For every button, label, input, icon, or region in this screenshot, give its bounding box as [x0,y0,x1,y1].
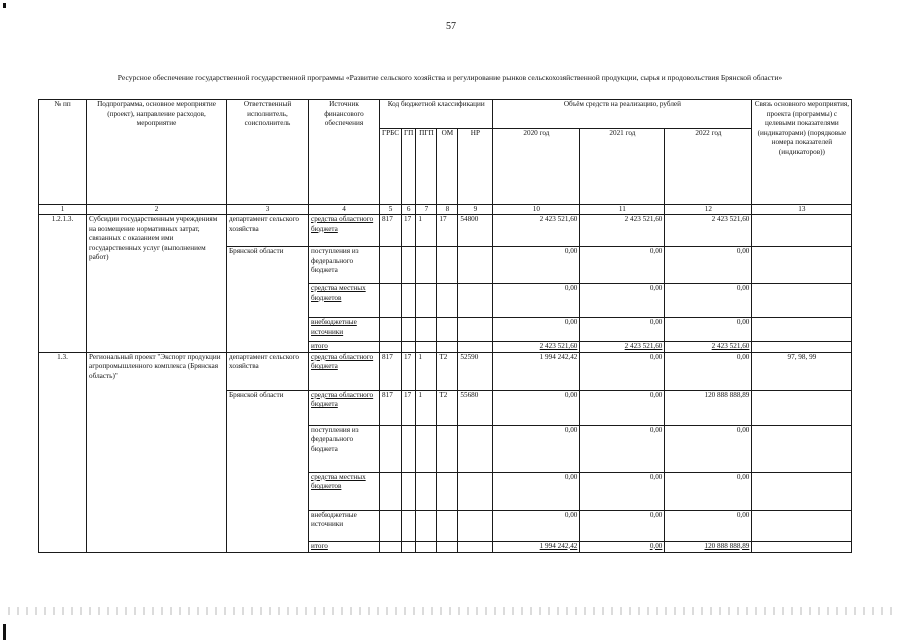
column-number: 3 [227,205,309,215]
measure-name: Субсидии государственным учреждениям на возмещение нормативных затрат, связанных с оказанием ими государственных услуг (выполнением работ) [87,215,227,353]
amount-2022: 2 423 521,60 [665,215,752,247]
gp-cell: 17 [402,352,416,390]
grbs-cell [380,318,402,342]
column-number: 11 [580,205,665,215]
link-cell [752,425,852,472]
grbs-cell [380,247,402,284]
gp-cell: 17 [402,390,416,425]
np-cell [458,425,493,472]
amount-2022: 0,00 [665,472,752,510]
total-2020: 1 994 242,42 [493,541,580,552]
om-cell [437,318,458,342]
pgp-cell: 1 [416,390,437,425]
gp-cell [402,510,416,541]
grbs-cell [380,541,402,552]
column-number: 13 [752,205,852,215]
header-2021: 2021 год [580,129,665,205]
gp-cell [402,425,416,472]
amount-2022: 0,00 [665,425,752,472]
pgp-cell [416,510,437,541]
amount-2020: 2 423 521,60 [493,215,580,247]
np-cell [458,541,493,552]
link-cell [752,318,852,342]
link-cell: 97, 98, 99 [752,352,852,390]
amount-2021: 0,00 [580,247,665,284]
om-cell: T2 [437,352,458,390]
executor-region: Брянской области [227,390,309,552]
om-cell [437,342,458,353]
scan-edge-mark [3,624,6,640]
np-cell [458,247,493,284]
grbs-cell [380,425,402,472]
row-number: 1.3. [39,352,87,552]
amount-2020: 1 994 242,42 [493,352,580,390]
source-cell: средства областного бюджета [309,352,380,390]
header-pgp: ПГП [416,129,437,205]
column-number: 9 [458,205,493,215]
column-number: 5 [380,205,402,215]
header-subprogram: Подпрограмма, основное мероприятие (проект), направление расходов, мероприятие [87,100,227,205]
header-executor: Ответственный исполнитель, соисполнитель [227,100,309,205]
gp-cell: 17 [402,215,416,247]
grbs-cell [380,284,402,318]
grbs-cell: 817 [380,352,402,390]
link-cell [752,472,852,510]
executor-region: Брянской области [227,247,309,353]
amount-2020: 0,00 [493,318,580,342]
source-cell: итого [309,342,380,353]
total-2020: 2 423 521,60 [493,342,580,353]
np-cell [458,472,493,510]
amount-2022: 0,00 [665,352,752,390]
scan-edge-mark [3,3,6,8]
amount-2020: 0,00 [493,284,580,318]
source-cell: средства областного бюджета [309,215,380,247]
amount-2020: 0,00 [493,390,580,425]
om-cell [437,541,458,552]
total-2021: 0,00 [580,541,665,552]
link-cell [752,284,852,318]
pgp-cell [416,284,437,318]
total-2022: 2 423 521,60 [665,342,752,353]
grbs-cell [380,342,402,353]
np-cell: 55680 [458,390,493,425]
link-cell [752,541,852,552]
header-grbs: ГРБС [380,129,402,205]
column-number: 8 [437,205,458,215]
om-cell: T2 [437,390,458,425]
total-2022: 120 888 888,89 [665,541,752,552]
np-cell [458,284,493,318]
source-cell: средства местных бюджетов [309,472,380,510]
amount-2021: 0,00 [580,318,665,342]
header-2022: 2022 год [665,129,752,205]
link-cell [752,510,852,541]
amount-2022: 0,00 [665,510,752,541]
pgp-cell [416,472,437,510]
grbs-cell: 817 [380,390,402,425]
column-number: 2 [87,205,227,215]
amount-2020: 0,00 [493,472,580,510]
column-number: 6 [402,205,416,215]
header-source: Источник финансового обеспечения [309,100,380,205]
amount-2021: 0,00 [580,390,665,425]
amount-2022: 120 888 888,89 [665,390,752,425]
pgp-cell [416,342,437,353]
gp-cell [402,318,416,342]
column-number: 10 [493,205,580,215]
source-cell: внебюджетные источники [309,318,380,342]
amount-2022: 0,00 [665,318,752,342]
link-cell [752,342,852,353]
amount-2021: 0,00 [580,284,665,318]
column-number: 1 [39,205,87,215]
grbs-cell: 817 [380,215,402,247]
column-number: 7 [416,205,437,215]
row-number: 1.2.1.3. [39,215,87,353]
pgp-cell: 1 [416,215,437,247]
gp-cell [402,284,416,318]
gp-cell [402,342,416,353]
header-gp: ГП [402,129,416,205]
pgp-cell [416,425,437,472]
om-cell [437,284,458,318]
amount-2020: 0,00 [493,425,580,472]
amount-2021: 0,00 [580,425,665,472]
scan-noise-line [8,607,896,615]
amount-2021: 0,00 [580,510,665,541]
grbs-cell [380,510,402,541]
total-2021: 2 423 521,60 [580,342,665,353]
amount-2021: 0,00 [580,352,665,390]
om-cell: 17 [437,215,458,247]
amount-2022: 0,00 [665,247,752,284]
om-cell [437,472,458,510]
link-cell [752,247,852,284]
om-cell [437,425,458,472]
table-row [39,215,852,247]
source-cell: средства областного бюджета [309,390,380,425]
amount-2021: 0,00 [580,472,665,510]
header-np: НР [458,129,493,205]
pgp-cell [416,541,437,552]
source-cell: внебюджетные источники [309,510,380,541]
measure-name: Региональный проект "Экспорт продукции агропромышленного комплекса (Брянская область)" [87,352,227,552]
table-row [39,352,852,390]
np-cell [458,510,493,541]
amount-2020: 0,00 [493,510,580,541]
gp-cell [402,247,416,284]
amount-2020: 0,00 [493,247,580,284]
executor-name: департамент сельского хозяйства [227,352,309,390]
source-cell: поступления из федерального бюджета [309,425,380,472]
header-2020: 2020 год [493,129,580,205]
header-om: ОМ [437,129,458,205]
link-cell [752,390,852,425]
column-number: 12 [665,205,752,215]
gp-cell [402,472,416,510]
om-cell [437,247,458,284]
gp-cell [402,541,416,552]
pgp-cell [416,247,437,284]
amount-2021: 2 423 521,60 [580,215,665,247]
np-cell: 52590 [458,352,493,390]
pgp-cell [416,318,437,342]
link-cell [752,215,852,247]
header-volume: Объём средств на реализацию, рублей [493,100,752,129]
np-cell: 54800 [458,215,493,247]
document-title: Ресурсное обеспечение государственной государственной программы «Развитие сельского хозяйства и регулирование рынков сельскохозяйственной продукции, сырья и продовольствия Брянской области» [117,73,783,82]
np-cell [458,318,493,342]
resource-table [38,99,852,553]
header-budget-code: Код бюджетной классификации [380,100,493,129]
grbs-cell [380,472,402,510]
pgp-cell: 1 [416,352,437,390]
amount-2022: 0,00 [665,284,752,318]
column-number-row [39,205,852,215]
om-cell [437,510,458,541]
executor-name: департамент сельского хозяйства [227,215,309,247]
source-cell: поступления из федерального бюджета [309,247,380,284]
page-number: 57 [446,21,456,32]
source-cell: итого [309,541,380,552]
column-number: 4 [309,205,380,215]
np-cell [458,342,493,353]
source-cell: средства местных бюджетов [309,284,380,318]
header-link: Связь основного мероприятия, проекта (программы) с целевыми показателями (индикаторами) (порядковые номера показателей (индикаторов)) [752,100,852,205]
header-num: № пп [39,100,87,205]
